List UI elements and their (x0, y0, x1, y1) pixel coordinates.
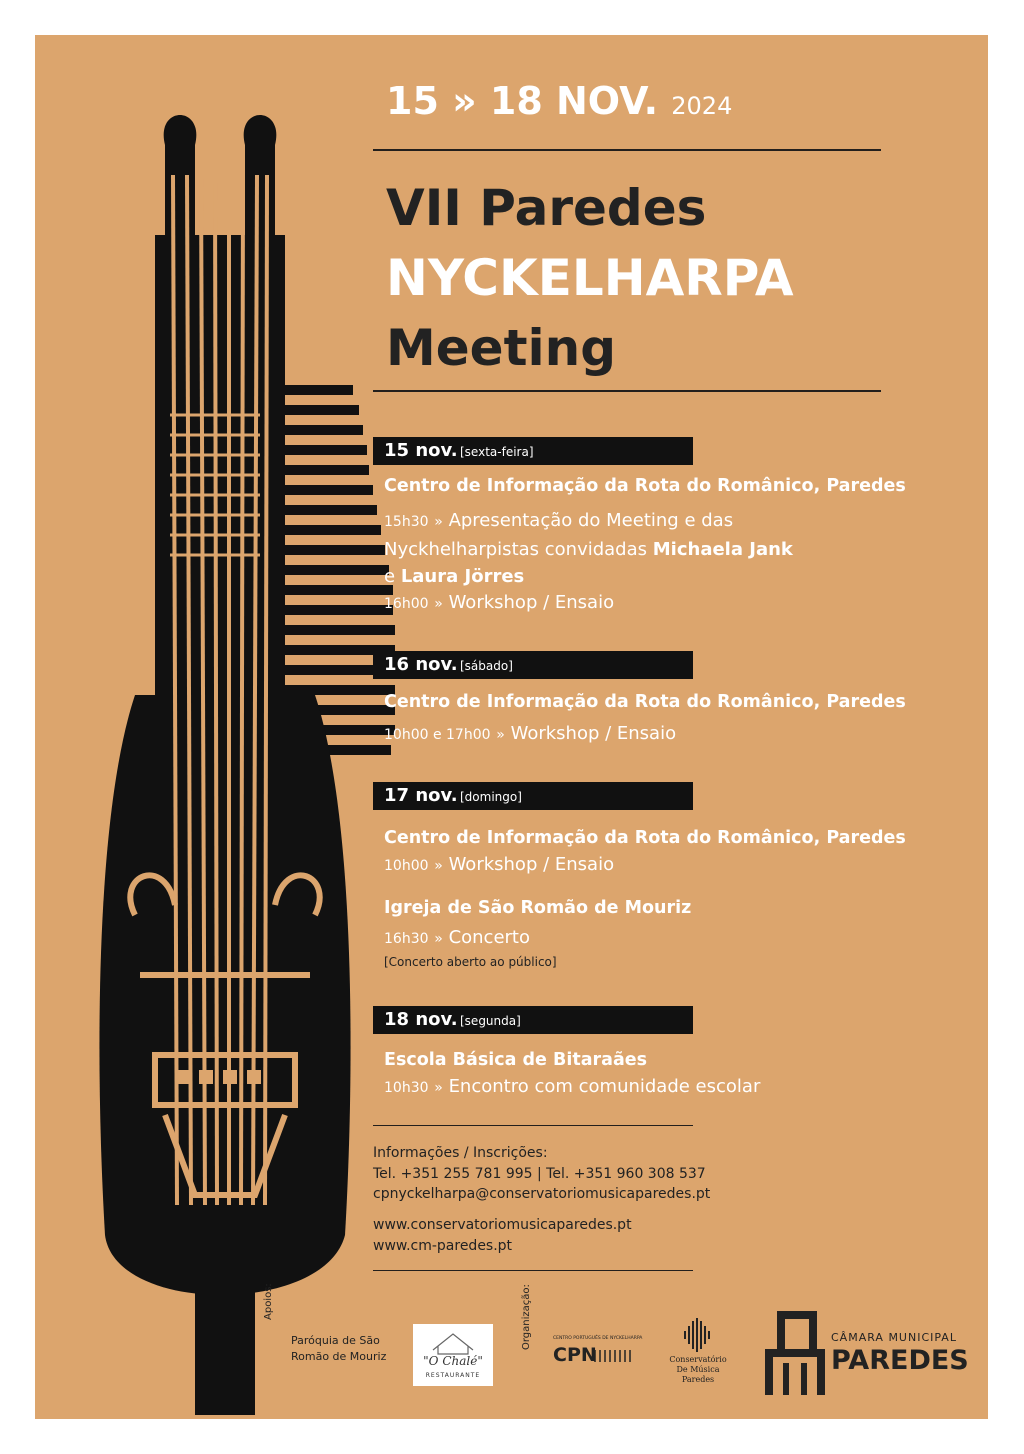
title-line2: NYCKELHARPA (386, 249, 794, 307)
house-icon (413, 1326, 493, 1356)
keyboard-icon (593, 1346, 635, 1366)
camara-logo: CÂMARA MUNICIPAL PAREDES (765, 1311, 975, 1395)
divider (373, 390, 881, 392)
day-bar (373, 651, 693, 679)
contacts-heading: Informações / Inscrições: (373, 1145, 548, 1161)
weekday-label: [domingo] (460, 790, 522, 804)
conservatorio-logo: Conservatório De Música Paredes (655, 1317, 741, 1387)
org-label: Organização: (521, 1284, 532, 1350)
day-bar (373, 437, 693, 465)
cpn-logo: CENTRO PORTUGUÊS DE NYCKELHARPA CPN (553, 1336, 643, 1366)
day-label: 17 nov. (384, 785, 458, 806)
weekday-label: [sexta-feira] (460, 445, 534, 459)
schedule-item: 10h30 » Encontro com comunidade escolar (384, 1076, 761, 1097)
event-year: 2024 (671, 92, 733, 120)
venue: Centro de Informação da Rota do Românico, Paredes (384, 692, 906, 712)
venue: Escola Básica de Bitaraães (384, 1050, 648, 1070)
weekday-label: [sábado] (460, 659, 513, 673)
divider (373, 1125, 693, 1126)
venue: Centro de Informação da Rota do Românico, Paredes (384, 828, 906, 848)
website-link[interactable]: www.cm-paredes.pt (373, 1238, 513, 1254)
title-line3: Meeting (386, 319, 617, 377)
schedule-item: 10h00 e 17h00 » Workshop / Ensaio (384, 723, 677, 744)
venue: Igreja de São Romão de Mouriz (384, 898, 692, 918)
concert-note: [Concerto aberto ao público] (384, 955, 557, 969)
day-bar (373, 1006, 693, 1034)
day-label: 15 nov. (384, 440, 458, 461)
nyckelharpa-illustration (95, 115, 395, 1415)
weekday-label: [segunda] (460, 1014, 521, 1028)
schedule-item: 10h00 » Workshop / Ensaio (384, 854, 615, 875)
schedule-item: 15h30 » Apresentação do Meeting e das Nyckhelharpistas convidadas Michaela Jank e Laura Jörres (384, 510, 793, 587)
sound-wave-icon (655, 1317, 741, 1353)
schedule-item: 16h00 » Workshop / Ensaio (384, 592, 615, 613)
divider (373, 149, 881, 151)
apoios-label: Apoios: (263, 1283, 274, 1320)
contacts-phones: Tel. +351 255 781 995 | Tel. +351 960 308 537 (373, 1166, 706, 1182)
schedule-item: 16h30 » Concerto (384, 927, 530, 948)
parish-logo: Paróquia de São Romão de Mouriz (291, 1334, 387, 1363)
poster (35, 35, 988, 1419)
title-line1: VII Paredes (386, 179, 707, 237)
website-link[interactable]: www.conservatoriomusicaparedes.pt (373, 1217, 632, 1233)
contacts-email[interactable]: cpnyckelharpa@conservatoriomusicaparedes.pt (373, 1186, 711, 1202)
venue: Centro de Informação da Rota do Românico, Paredes (384, 476, 906, 496)
chair-logo-icon (765, 1311, 825, 1395)
day-bar (373, 782, 693, 810)
divider (373, 1270, 693, 1271)
day-label: 16 nov. (384, 654, 458, 675)
day-label: 18 nov. (384, 1009, 458, 1030)
event-dates: 15 » 18 NOV. (386, 79, 659, 123)
chale-logo: "O Chalé" RESTAURANTE (413, 1324, 493, 1386)
